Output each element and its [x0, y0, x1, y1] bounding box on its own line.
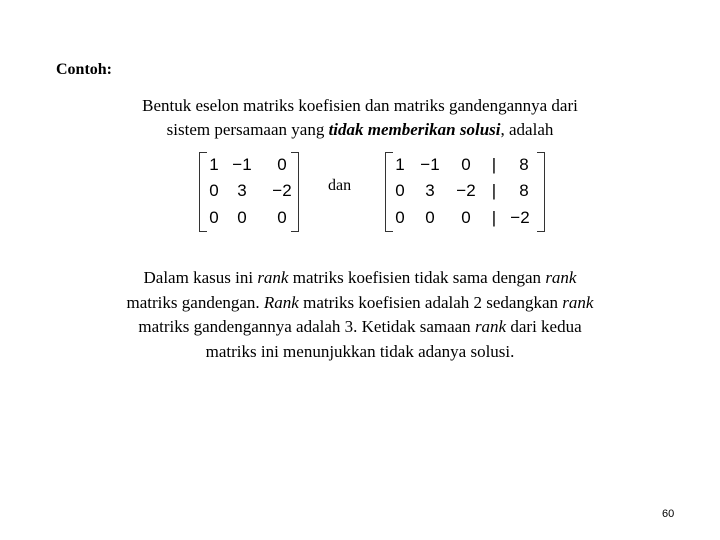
rank-term: rank — [545, 268, 577, 287]
augmented-matrix — [385, 152, 545, 233]
matrix-cell: −2 — [456, 181, 476, 200]
intro-emphasis: tidak memberikan solusi — [328, 120, 501, 139]
intro-text — [90, 94, 630, 142]
matrix-cell: 3 — [237, 181, 247, 200]
rank-term: rank — [474, 317, 507, 336]
coefficient-matrix — [199, 152, 299, 233]
rank-term: rank — [562, 292, 594, 312]
intro-line-2 — [90, 118, 630, 142]
explanation-text: dari kedua matriks ini menunjukkan tidak adanya solusi. — [205, 317, 582, 361]
rank-term: Rank — [263, 292, 299, 312]
matrix-cell: 0 — [395, 181, 405, 200]
matrix-cell: 8 — [519, 155, 529, 174]
matrix-cell: 0 — [277, 208, 287, 227]
matrix-cell: −2 — [272, 181, 292, 200]
explanation-text: matriks koefisien tidak sama dengan — [288, 268, 546, 287]
matrix-cell: 8 — [519, 181, 529, 200]
connector-word: dan — [328, 177, 352, 194]
explanation-text: matriks gandengan. — [126, 292, 264, 312]
matrix-cell: 0 — [461, 155, 471, 174]
augment-separator: | — [491, 155, 497, 174]
rank-term: rank — [257, 268, 289, 287]
intro-line-2-start: sistem persamaan yang — [166, 120, 329, 139]
matrix-cell: 0 — [461, 208, 471, 227]
matrix-cell: 0 — [277, 155, 287, 174]
explanation-text: matriks koefisien adalah 2 sedangkan — [298, 292, 563, 312]
explanation-text: matriks gandengannya adalah 3. Ketidak samaan — [138, 317, 475, 336]
intro-line-1: Bentuk eselon matriks koefisien dan matriks gandengannya dari — [142, 96, 578, 115]
matrix-cell: 1 — [395, 155, 405, 174]
matrix-cell: 0 — [395, 208, 405, 227]
matrix-cell: 3 — [425, 181, 435, 200]
matrix-cell: 0 — [209, 181, 219, 200]
matrix-cell: −1 — [420, 155, 440, 174]
augment-separator: | — [491, 208, 497, 227]
page-number: 60 — [662, 508, 675, 520]
intro-line-2-end: , adalah — [500, 120, 554, 139]
matrix-cell: −2 — [510, 208, 530, 227]
explanation-text: Dalam kasus ini — [143, 268, 258, 287]
matrix-cell: 0 — [425, 208, 435, 227]
matrix-cell: −1 — [232, 155, 252, 174]
matrix-cell: 0 — [237, 208, 247, 227]
example-heading: Contoh: — [56, 61, 113, 78]
augment-separator: | — [491, 181, 497, 200]
explanation-paragraph — [118, 266, 602, 364]
matrix-cell: 1 — [209, 155, 219, 174]
matrix-cell: 0 — [209, 208, 219, 227]
